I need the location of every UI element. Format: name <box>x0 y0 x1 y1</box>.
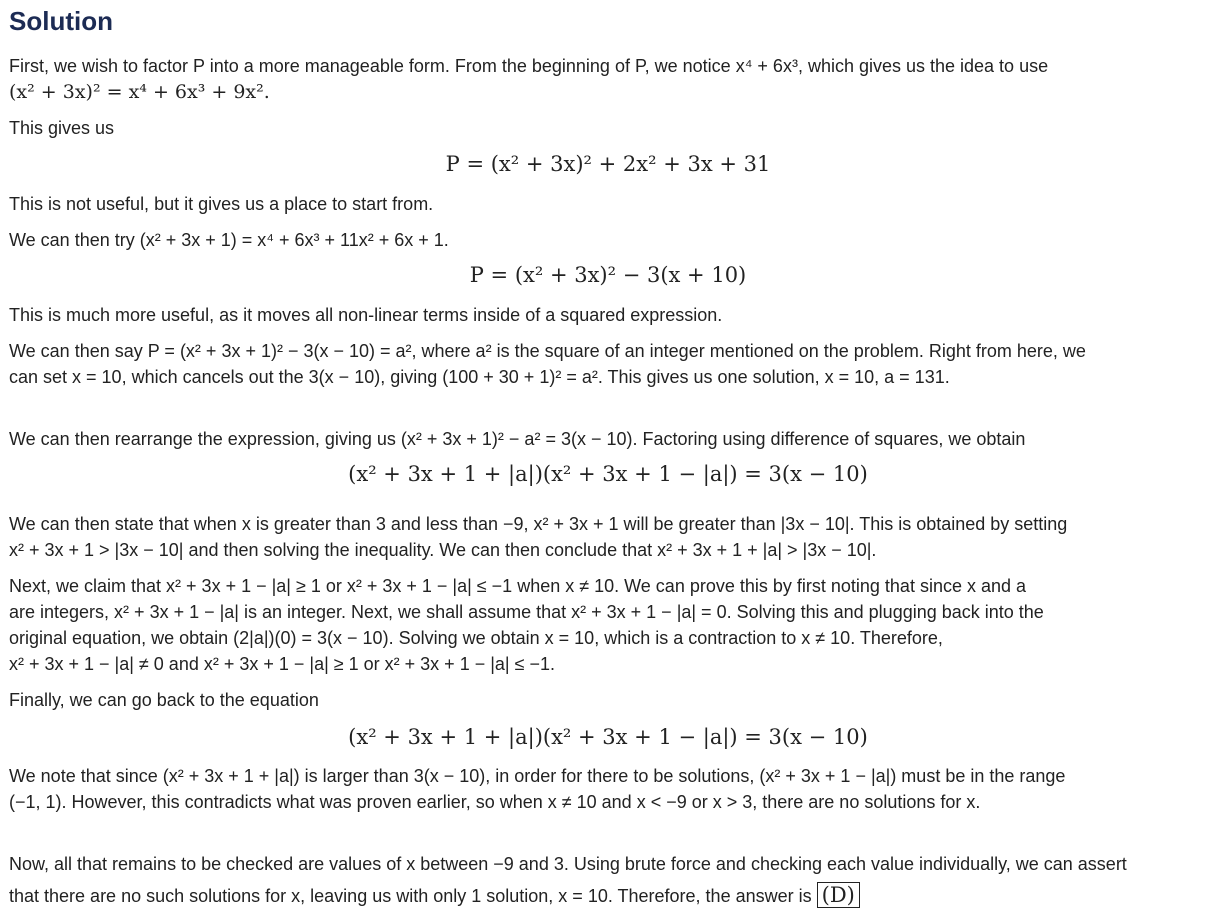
paragraph-line: We can then try (x² + 3x + 1) = x⁴ + 6x³ + 11x² + 6x + 1. <box>9 230 449 250</box>
paragraph-line: This gives us <box>9 118 115 138</box>
display-equation: P = (x² + 3x)² − 3(x + 10) <box>469 263 747 287</box>
paragraph-line: x² + 3x + 1 > |3x − 10| and then solving the inequality. We can then conclude that x² + 3x + 1 + |a| > |3x − 10|. <box>9 540 877 560</box>
paragraph-line: (x² + 3x)² = x⁴ + 6x³ + 9x². <box>9 81 270 103</box>
display-equation: P = (x² + 3x)² + 2x² + 3x + 31 <box>445 152 771 176</box>
paragraph-line: This is much more useful, as it moves all non-linear terms inside of a squared expression. <box>9 305 723 325</box>
paragraph-line <box>9 882 1209 909</box>
paragraph-line: First, we wish to factor P into a more manageable form. From the beginning of P, we notice x⁴ + 6x³, which gives us the idea to use <box>9 56 1049 76</box>
paragraph-line: We can then rearrange the expression, giving us (x² + 3x + 1)² − a² = 3(x − 10). Factoring using difference of squares, we obtain <box>9 429 1026 449</box>
paragraph-line: We can then state that when x is greater than 3 and less than −9, x² + 3x + 1 will be greater than |3x − 10|. This is obtained by setting <box>9 514 1068 534</box>
paragraph-line: Now, all that remains to be checked are values of x between −9 and 3. Using brute force and checking each value individually, we can assert <box>9 854 1127 874</box>
paragraph-line: Next, we claim that x² + 3x + 1 − |a| ≥ 1 or x² + 3x + 1 − |a| ≤ −1 when x ≠ 10. We can prove this by first noting that since x and a <box>9 576 1027 596</box>
page-title: Solution <box>9 6 113 36</box>
display-equation: (x² + 3x + 1 + |a|)(x² + 3x + 1 − |a|) = 3(x − 10) <box>348 725 868 749</box>
display-equation: (x² + 3x + 1 + |a|)(x² + 3x + 1 − |a|) = 3(x − 10) <box>348 462 868 486</box>
paragraph-line: can set x = 10, which cancels out the 3(x − 10), giving (100 + 30 + 1)² = a². This gives us one solution, x = 10, a = 131. <box>9 367 950 387</box>
paragraph-line: (−1, 1). However, this contradicts what was proven earlier, so when x ≠ 10 and x < −9 or x > 3, there are no solutions for x. <box>9 792 981 812</box>
paragraph-line: We can then say P = (x² + 3x + 1)² − 3(x − 10) = a², where a² is the square of an integer mentioned on the problem. Right from here, we <box>9 341 1086 361</box>
final-sentence: that there are no such solutions for x, leaving us with only 1 solution, x = 10. Therefore, the answer is <box>9 886 812 906</box>
paragraph-line: x² + 3x + 1 − |a| ≠ 0 and x² + 3x + 1 − |a| ≥ 1 or x² + 3x + 1 − |a| ≤ −1. <box>9 654 555 674</box>
paragraph-line: original equation, we obtain (2|a|)(0) = 3(x − 10). Solving we obtain x = 10, which is a contraction to x ≠ 10. Therefore, <box>9 628 943 648</box>
answer-box: (D) <box>817 882 860 908</box>
paragraph-line: This is not useful, but it gives us a place to start from. <box>9 194 434 214</box>
paragraph-line: are integers, x² + 3x + 1 − |a| is an integer. Next, we shall assume that x² + 3x + 1 − |a| = 0. Solving this and plugging back into the <box>9 602 1044 622</box>
paragraph-line: We note that since (x² + 3x + 1 + |a|) is larger than 3(x − 10), in order for there to be solutions, (x² + 3x + 1 − |a|) must be in the range <box>9 766 1066 786</box>
paragraph-line: Finally, we can go back to the equation <box>9 690 319 710</box>
